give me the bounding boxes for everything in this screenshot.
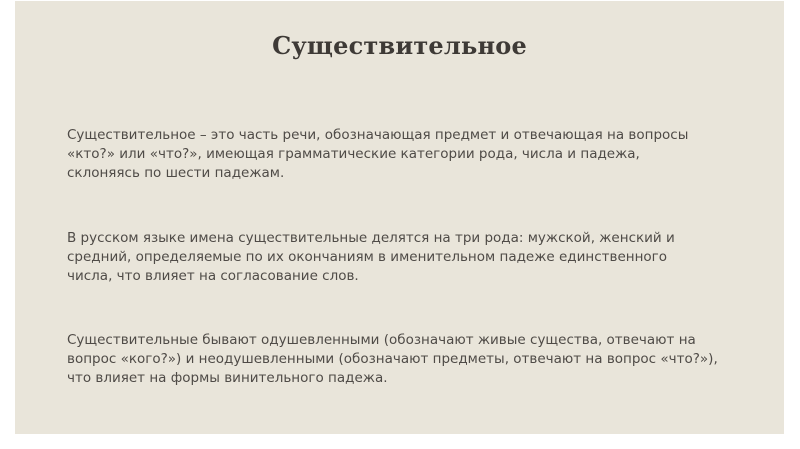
paragraph-animacy: Существительные бывают одушевленными (обозначают живые существа, отвечают на вопрос «кого?») и неодушевленными (обозначают предметы, отвечают на вопрос «что?»), что влияет на формы винительного падежа. (67, 332, 718, 386)
paragraph-definition: Существительное – это часть речи, обозначающая предмет и отвечающая на вопросы «кто?» или «что?», имеющая грамматические категории рода, числа и падежа, склоняясь по шести падежам. (67, 127, 689, 181)
slide-title: Существительное (272, 31, 527, 60)
slide (15, 1, 784, 434)
paragraph-genders: В русском языке имена существительные делятся на три рода: мужской, женский и средний, определяемые по их окончаниям в именительном падеже единственного числа, что влияет на согласование слов. (67, 230, 675, 284)
